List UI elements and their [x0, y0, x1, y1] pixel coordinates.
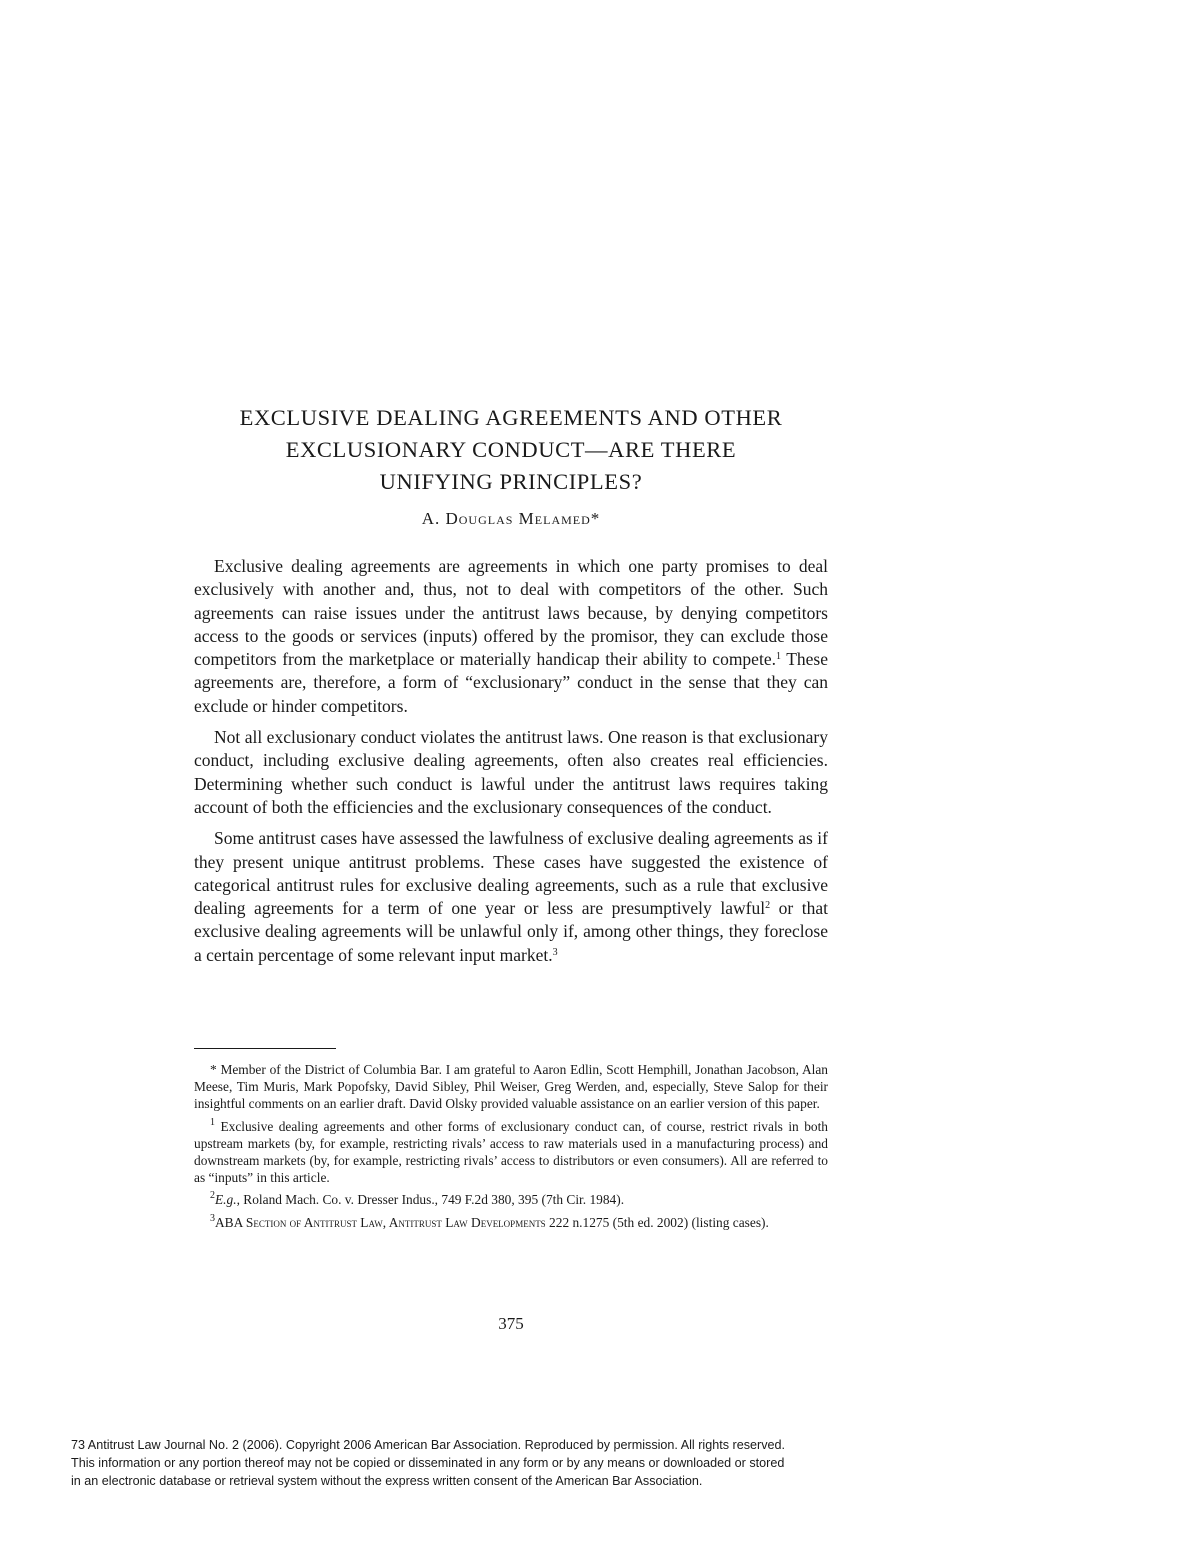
- paragraph-text: Exclusive dealing agreements are agreements in which one party promises to deal exclusively with another and, thus, not to deal with competitors of the other. Such agreements can raise issues under the antitrust laws because, by denying competitors access to the goods or services (inputs) offered by the promisor, they can exclude those competitors from the marketplace or materially handicap their ability to compete.: [194, 556, 828, 670]
- paragraph-text: Some antitrust cases have assessed the lawfulness of exclusive dealing agreements as if they present unique antitrust problems. These cases have suggested the existence of categorical antitrust rules for exclusive dealing agreements, such as a rule that exclusive dealing agreements for a term of one year or less are presumptively lawful: [194, 828, 828, 919]
- footnote-ref: 2: [765, 900, 771, 912]
- title-line: EXCLUSIONARY CONDUCT—ARE THERE: [285, 437, 737, 462]
- copyright-notice: [71, 1436, 931, 1490]
- copyright-line: in an electronic database or retrieval system without the express written consent of the American Bar Association.: [71, 1474, 703, 1488]
- article-title: [194, 402, 828, 498]
- footnote-text: Exclusive dealing agreements and other forms of exclusionary conduct can, of course, restrict rivals in both upstream markets (by, for example, restricting rivals’ access to raw materials used in a manufacturing process) and downstream markets (by, for example, restricting rivals’ access to distributors or even consumers). All are referred to as “inputs” in this article.: [194, 1118, 828, 1186]
- footnote-divider: [194, 1048, 336, 1049]
- body-paragraph: [194, 827, 828, 967]
- body-paragraph: [194, 555, 828, 718]
- copyright-line: This information or any portion thereof may not be copied or disseminated in any form or by any means or downloaded or stored: [71, 1456, 785, 1470]
- footnote-ref: 3: [552, 946, 558, 958]
- footnote-mark: *: [210, 1062, 217, 1077]
- paragraph-text: or that exclusive dealing agreements will be unlawful only if, among other things, they foreclose a certain percentage of some relevant input market.: [194, 898, 828, 965]
- footnote-mark: 1: [210, 1116, 215, 1128]
- footnote-mark: 3: [210, 1212, 215, 1224]
- footnote-source: ABA Section of Antitrust Law, Antitrust Law Developments: [215, 1214, 546, 1230]
- body-paragraph: [194, 726, 828, 819]
- article-body: [194, 555, 828, 975]
- title-line: UNIFYING PRINCIPLES?: [379, 469, 643, 494]
- paragraph-text: These agreements are, therefore, a form of “exclusionary” conduct in the sense that they can exclude or hinder competitors.: [194, 649, 829, 716]
- footnote: [194, 1061, 828, 1113]
- footnotes: [194, 1061, 828, 1236]
- paragraph-text: Not all exclusionary conduct violates the antitrust laws. One reason is that exclusionary conduct, including exclusive dealing agreements, often also creates real efficiencies. Determining whether such conduct is lawful under the antitrust laws requires taking account of both the efficiencies and the exclusionary consequences of the conduct.: [194, 727, 828, 817]
- footnote-text: Member of the District of Columbia Bar. I am grateful to Aaron Edlin, Scott Hemphill, Jonathan Jacobson, Alan Meese, Tim Muris, Mark Popofsky, David Sibley, Phil Weiser, Greg Werden, and, especially, Steve Salop for their insightful comments on an earlier draft. David Olsky provided valuable assistance on an earlier version of this paper.: [194, 1062, 828, 1112]
- footnote-mark: 2: [210, 1190, 215, 1202]
- footnote: [194, 1191, 828, 1208]
- copyright-line: 73 Antitrust Law Journal No. 2 (2006). Copyright 2006 American Bar Association. Reproduced by permission. All rights reserved.: [71, 1438, 786, 1452]
- footnote-ref: 1: [775, 651, 781, 663]
- footnote: [194, 1214, 828, 1231]
- author-name: A. Douglas Melamed*: [421, 509, 601, 528]
- footnote-text: , Roland Mach. Co. v. Dresser Indus., 749 F.2d 380, 395 (7th Cir. 1984).: [236, 1192, 625, 1208]
- footnote-italic: E.g.: [215, 1192, 237, 1208]
- title-line: EXCLUSIVE DEALING AGREEMENTS AND OTHER: [239, 405, 783, 430]
- footnote-text: 222 n.1275 (5th ed. 2002) (listing cases).: [545, 1214, 769, 1230]
- footnote: [194, 1118, 828, 1187]
- page-number: 375: [498, 1314, 524, 1333]
